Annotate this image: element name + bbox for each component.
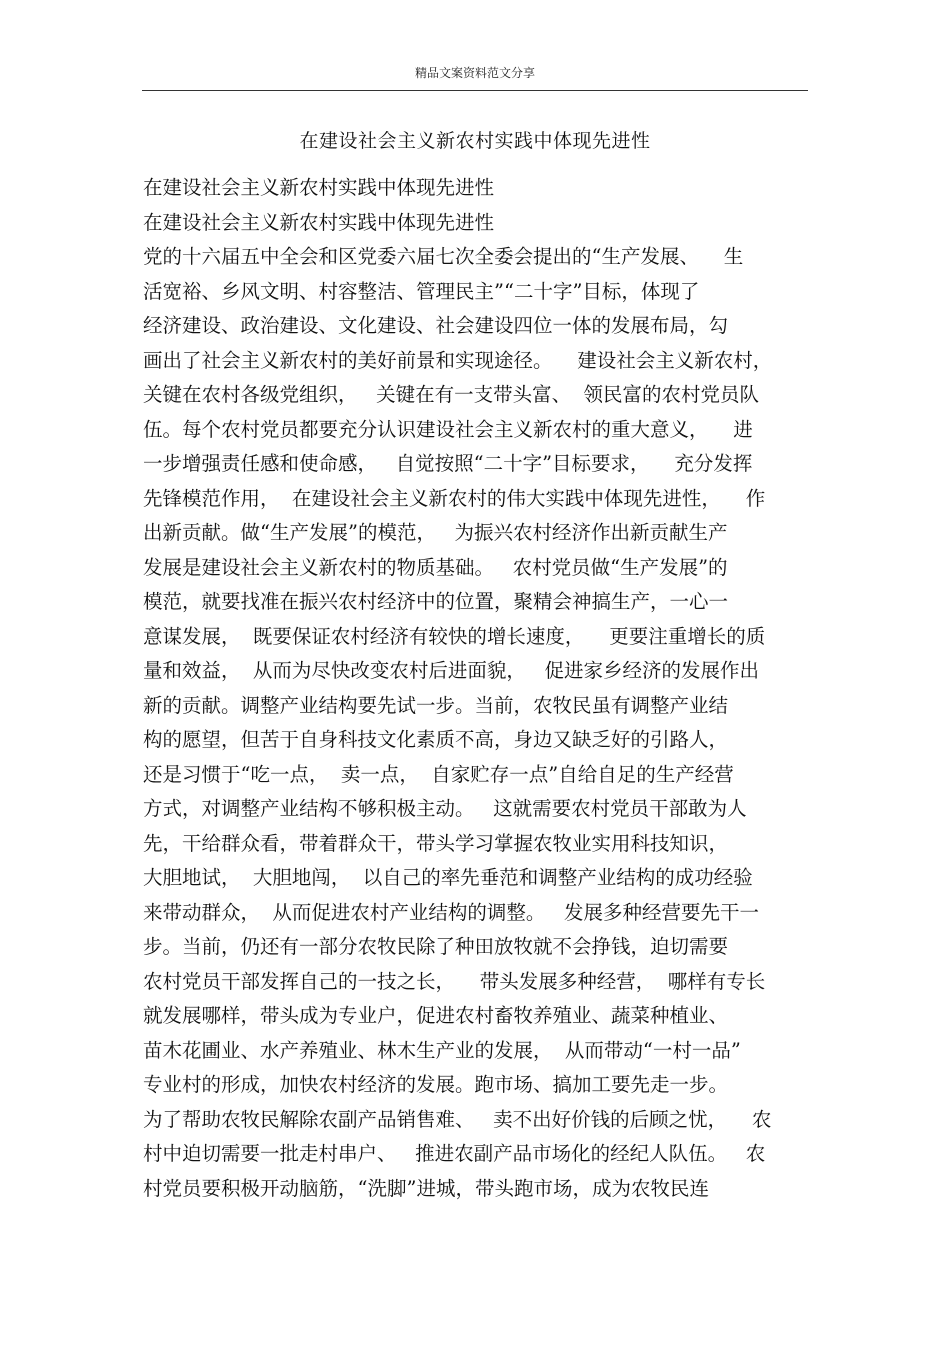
body-text-line: 方式，对调整产业结构不够积极主动。 这就需要农村党员干部敢为人 [143, 797, 747, 820]
body-text-line: 党的十六届五中全会和区党委六届七次全委会提出的“生产发展、 生 [143, 245, 744, 268]
document-body [143, 171, 813, 1206]
body-text-line: 一步增强责任感和使命感， 自觉按照“二十字”目标要求， 充分发挥 [143, 452, 753, 475]
body-text-line: 新的贡献。调整产业结构要先试一步。当前，农牧民虽有调整产业结 [143, 693, 729, 717]
body-text-line: 还是习惯于“吃一点， 卖一点， 自家贮存一点”自给自足的生产经营 [143, 762, 734, 786]
body-text-line: 先，干给群众看，带着群众干，带头学习掌握农牧业实用科技知识， [143, 831, 729, 855]
body-text-line: 量和效益， 从而为尽快改变农村后进面貌， 促进家乡经济的发展作出 [143, 659, 759, 682]
body-text-line: 来带动群众， 从而促进农村产业结构的调整。 发展多种经营要先干一 [143, 900, 759, 924]
body-text-line: 发展是建设社会主义新农村的物质基础。 农村党员做“生产发展”的 [143, 555, 728, 579]
body-text-line: 经济建设、政治建设、文化建设、社会建设四位一体的发展布局，勾 [143, 314, 729, 337]
body-text-line: 村党员要积极开动脑筋，“洗脚”进城，带头跑市场，成为农牧民连 [143, 1176, 709, 1200]
body-text-line: 先锋模范作用， 在建设社会主义新农村的伟大实践中体现先进性， 作 [143, 486, 766, 510]
body-text-line: 关键在农村各级党组织， 关键在有一支带头富、 领民富的农村党员队 [143, 383, 759, 406]
body-text-line: 在建设社会主义新农村实践中体现先进性 [143, 176, 495, 199]
body-text-line: 在建设社会主义新农村实践中体现先进性 [143, 210, 495, 234]
body-text-line: 活宽裕、乡风文明、村容整洁、管理民主”“二十字”目标，体现了 [143, 279, 700, 303]
body-text-line: 步。当前，仍还有一部分农牧民除了种田放牧就不会挣钱，迫切需要 [143, 935, 729, 958]
body-text-line: 村中迫切需要一批走村串户、 推进农副产品市场化的经纪人队伍。 农 [143, 1142, 766, 1165]
body-text-line: 大胆地试， 大胆地闯， 以自己的率先垂范和调整产业结构的成功经验 [143, 866, 753, 889]
body-text-line: 就发展哪样，带头成为专业户，促进农村畜牧养殖业、蔬菜种植业、 [143, 1004, 729, 1027]
page-header: 精品文案资料范文分享 [414, 66, 535, 80]
body-text-line: 构的愿望，但苦于自身科技文化素质不高，身边又缺乏好的引路人， [143, 728, 729, 751]
body-text-line: 苗木花圃业、水产养殖业、林木生产业的发展， 从而带动“一村一品” [143, 1038, 741, 1062]
body-text-line: 为了帮助农牧民解除农副产品销售难、 卖不出好价钱的后顾之忧， 农 [143, 1107, 772, 1131]
header-divider [142, 90, 808, 91]
body-text-line: 伍。每个农村党员都要充分认识建设社会主义新农村的重大意义， 进 [143, 417, 753, 441]
body-text-line: 农村党员干部发挥自己的一技之长， 带头发展多种经营， 哪样有专长 [143, 969, 766, 993]
body-text-line: 出新贡献。做“生产发展”的模范， 为振兴农村经济作出新贡献生产 [143, 521, 728, 544]
document-title: 在建设社会主义新农村实践中体现先进性 [299, 130, 651, 152]
body-text-line: 意谋发展， 既要保证农村经济有较快的增长速度， 更要注重增长的质 [143, 624, 766, 648]
body-text-line: 专业村的形成，加快农村经济的发展。跑市场、搞加工要先走一步。 [143, 1073, 729, 1096]
body-text-line: 模范，就要找准在振兴农村经济中的位置，聚精会神搞生产，一心一 [143, 590, 729, 613]
body-text-line: 画出了社会主义新农村的美好前景和实现途径。 建设社会主义新农村， [143, 348, 773, 372]
